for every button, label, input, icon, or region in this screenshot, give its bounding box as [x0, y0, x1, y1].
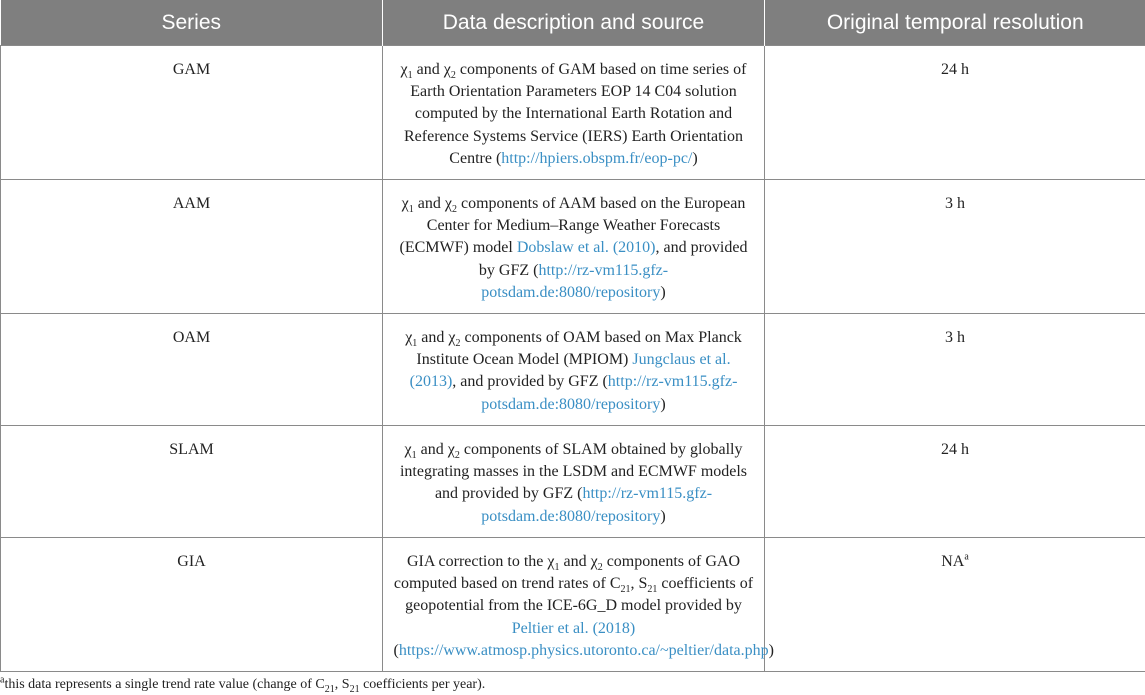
footnote-marker: a: [964, 551, 969, 563]
header-series: Series: [1, 0, 383, 46]
source-link[interactable]: https://www.atmosp.physics.utoronto.ca/~peltier/data.php: [398, 641, 769, 659]
description-cell: $\chi_1$ and $\chi_2$ components of GAM based on time series of Earth Orientation Parameters EOP 14 C04 solution computed by the International Earth Rotation and Reference Systems Service (IERS) Earth Orientation Centre (http://hpiers.obspm.fr/eop-pc/): [383, 46, 765, 180]
footnote-marker: a: [0, 674, 5, 686]
table-footnote: $^a$this data represents a single trend rate value (change of $C_{21}$, $S_{21}$ coefficients per year).: [0, 674, 486, 695]
source-link[interactable]: http://rz-vm115.gfz-potsdam.de:8080/repository: [481, 485, 713, 525]
description-cell: $\chi_1$ and $\chi_2$ components of AAM based on the European Center for Medium–Range Weather Forecasts (ECMWF) model Dobslaw et al. (2010), and provided by GFZ (http://rz-vm115.gfz-potsdam.de:8080/repository): [383, 180, 765, 314]
source-link[interactable]: http://hpiers.obspm.fr/eop-pc/: [501, 149, 693, 167]
reference-link[interactable]: Peltier et al. (2018): [511, 619, 636, 637]
series-cell: AAM: [1, 180, 383, 314]
resolution-cell: 3 h: [765, 180, 1145, 314]
table-row: [1, 314, 1145, 426]
table-header: [1, 0, 1145, 46]
series-cell: GIA: [1, 538, 383, 672]
table-row: [1, 426, 1145, 538]
series-cell: GAM: [1, 46, 383, 180]
series-cell: OAM: [1, 314, 383, 426]
source-link[interactable]: http://rz-vm115.gfz-potsdam.de:8080/repository: [481, 261, 669, 301]
reference-link[interactable]: Jungclaus et al. (2013): [409, 351, 731, 391]
description-cell: $\chi_1$ and $\chi_2$ components of OAM based on Max Planck Institute Ocean Model (MPIOM) Jungclaus et al. (2013), and provided by GFZ (http://rz-vm115.gfz-potsdam.de:8080/repository): [383, 314, 765, 426]
description-cell: $\chi_1$ and $\chi_2$ components of SLAM obtained by globally integrating masses in the LSDM and ECMWF models and provided by GFZ (http://rz-vm115.gfz-potsdam.de:8080/repository): [383, 426, 765, 538]
table-row: [1, 46, 1145, 180]
table-row: [1, 180, 1145, 314]
resolution-cell: 3 h: [765, 314, 1145, 426]
table-row: [1, 538, 1145, 672]
resolution-cell: 24 h: [765, 46, 1145, 180]
source-link[interactable]: http://rz-vm115.gfz-potsdam.de:8080/repository: [481, 373, 738, 413]
header-description: Data description and source: [383, 0, 765, 46]
reference-link[interactable]: Dobslaw et al. (2010): [516, 239, 656, 257]
series-cell: SLAM: [1, 426, 383, 538]
description-cell: GIA correction to the $\chi_1$ and $\chi_2$ components of GAO computed based on trend rates of $C_{21}$, $S_{21}$ coefficients of geopotential from the ICE-6G_D model provided by Peltier et al. (2018) (https://www.atmosp.physics.utoronto.ca/~peltier/data.php): [383, 538, 765, 672]
resolution-cell: 24 h: [765, 426, 1145, 538]
resolution-cell: $NA^a$: [765, 538, 1145, 672]
header-resolution: Original temporal resolution: [765, 0, 1145, 46]
